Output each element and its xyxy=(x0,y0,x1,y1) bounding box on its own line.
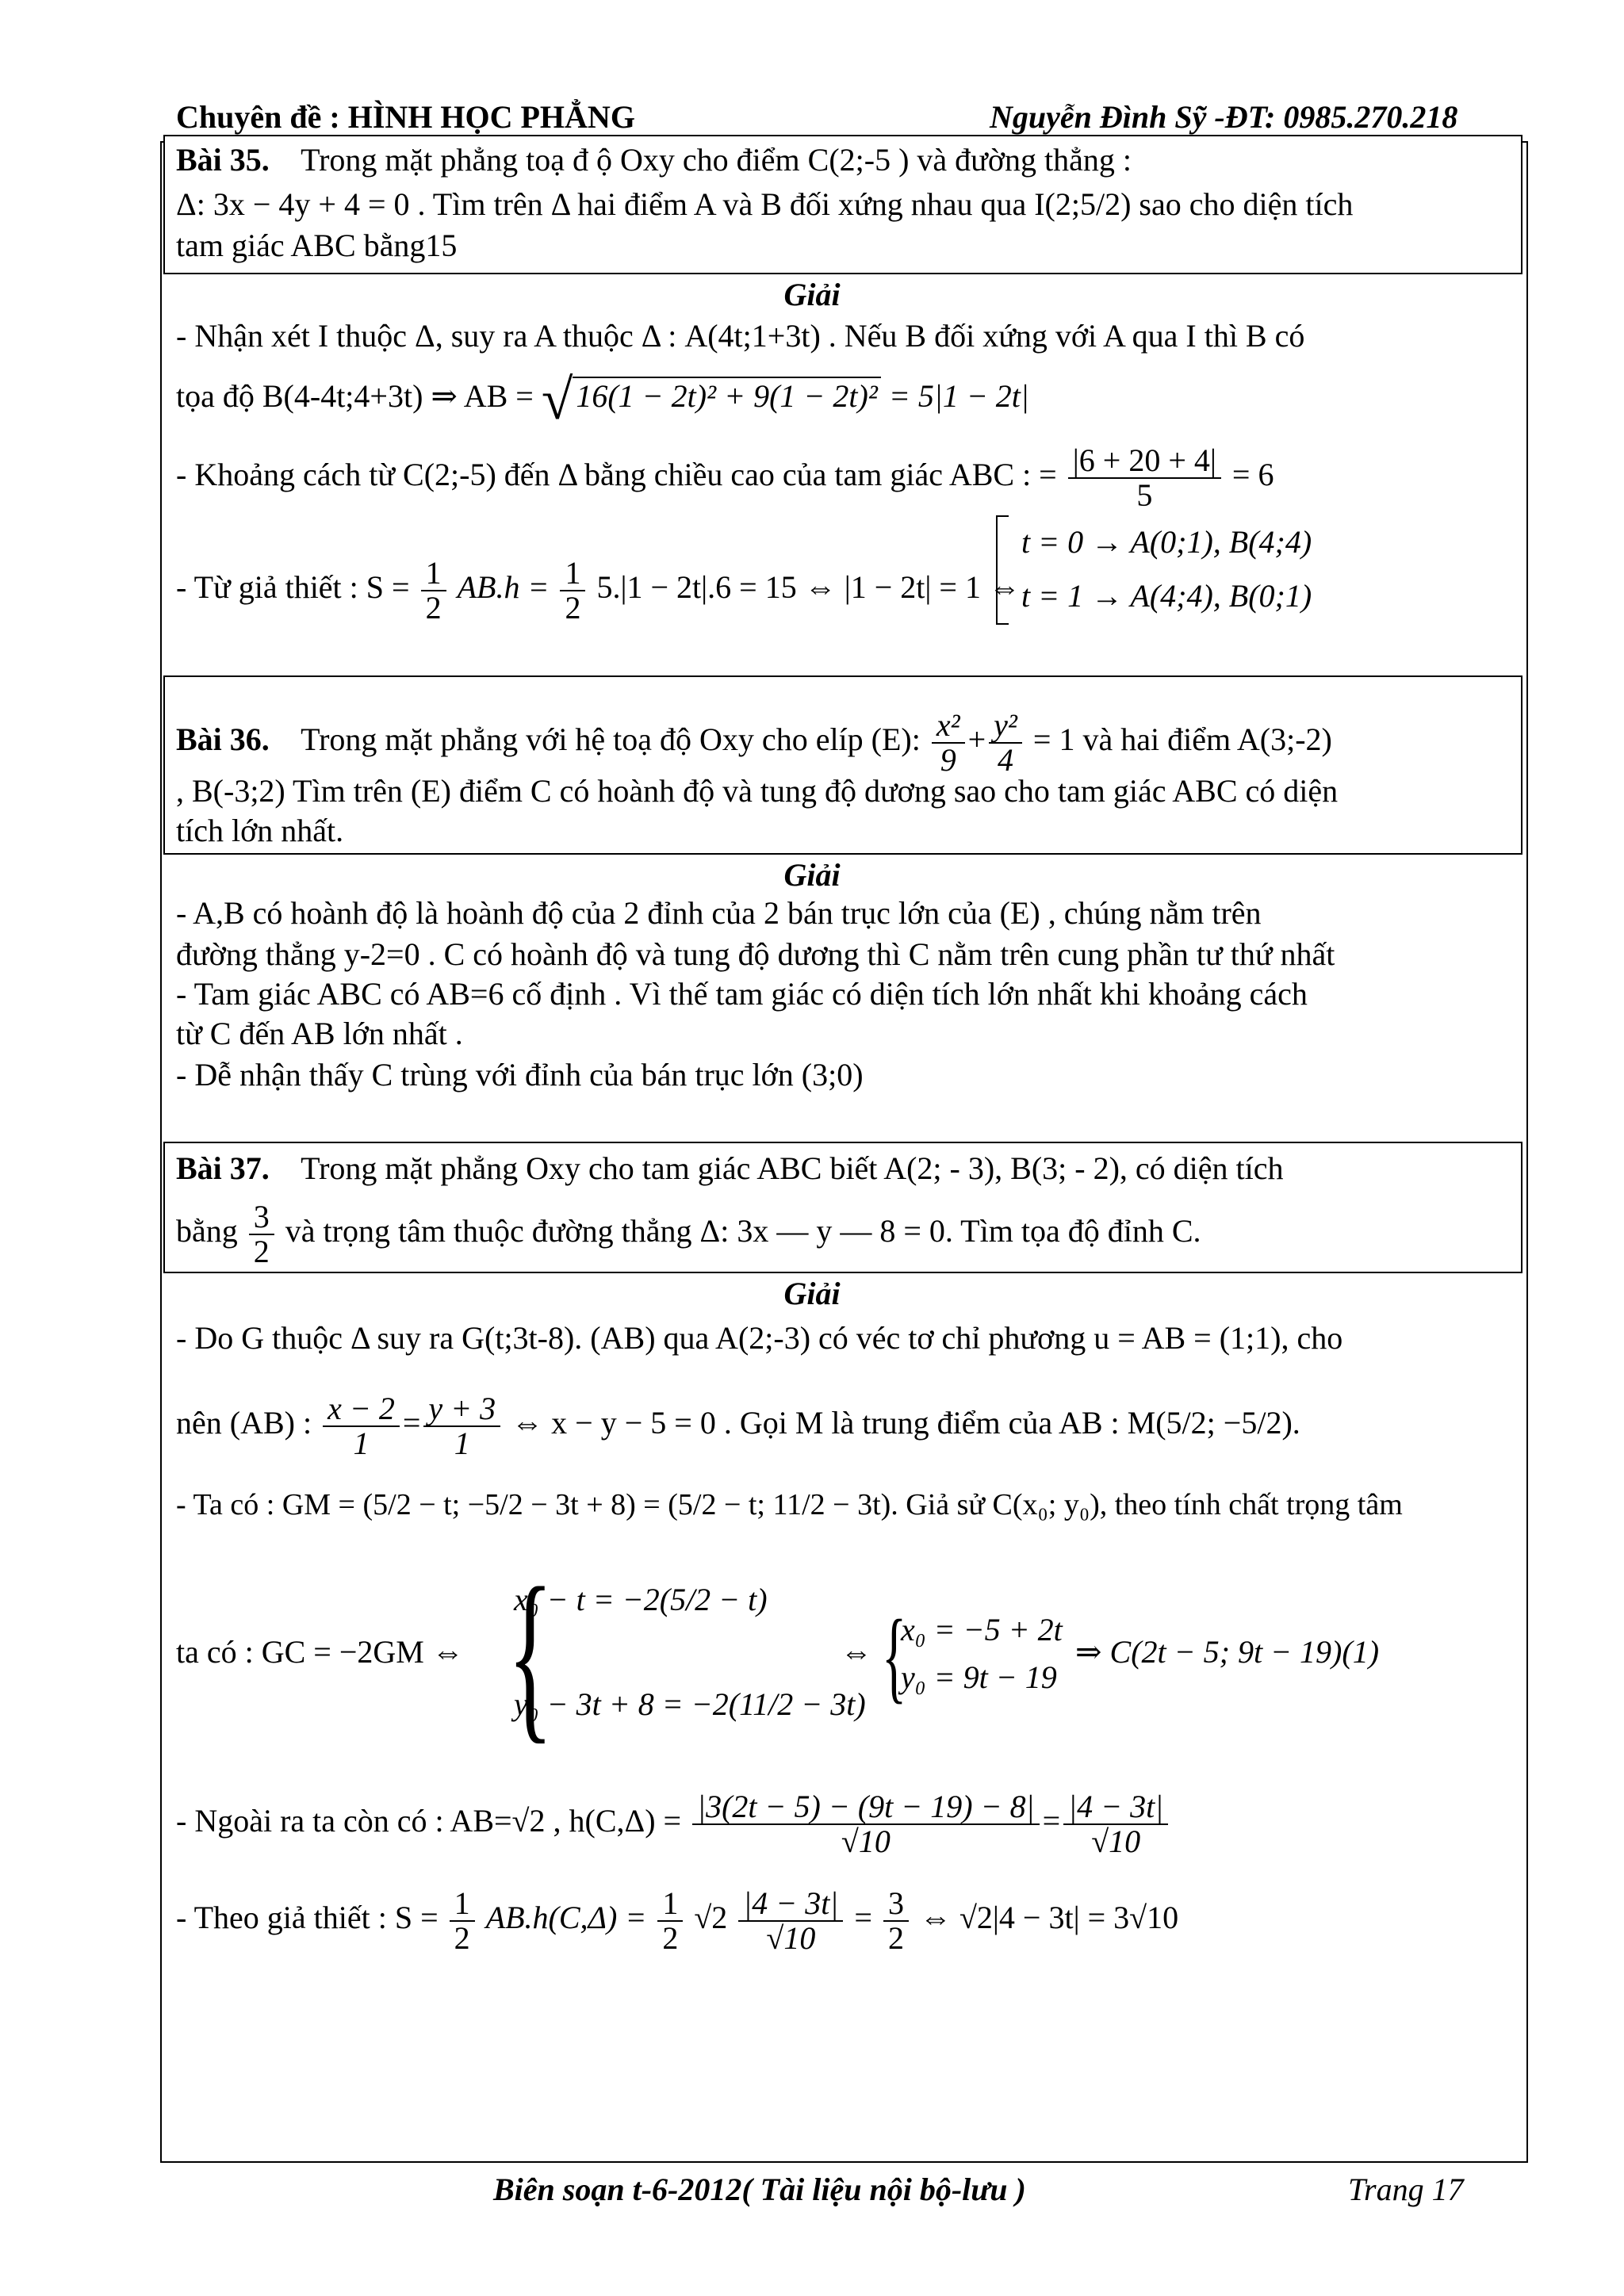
area-den: 2 xyxy=(887,1920,904,1956)
solution-37-sys1-r1: x₀ − t = −2(5/2 − t) xyxy=(514,1582,768,1617)
line-f1-num: x − 2 xyxy=(323,1392,400,1427)
solution-35-step3-c: = 6 xyxy=(1231,457,1274,493)
problem-35-line1: Trong mặt phẳng toạ đ ộ Oxy cho điểm C(2;-5 ) và đường thẳng : xyxy=(301,142,1132,178)
solution-35-step2-c: = 5|1 − 2t| xyxy=(880,378,1029,414)
area-eq-num: |4 − 3t| xyxy=(738,1887,843,1922)
problem-36-line1-b: = 1 và hai điểm A(3;-2) xyxy=(1032,721,1332,758)
half-den: 2 xyxy=(565,590,581,626)
solution-37-step6 xyxy=(176,1887,1178,1955)
solution-37-midpoint: (5/2; −5/2). xyxy=(1155,1405,1300,1441)
solution-35-step4 xyxy=(176,557,1021,625)
area-den: 2 xyxy=(253,1234,270,1269)
solution-37-step4-a: ta có : GC = −2GM ⇔ xyxy=(176,1634,464,1670)
half-num: 1 xyxy=(421,557,446,591)
ellipse-y2: y² xyxy=(989,709,1022,744)
solution-35-step3-a: - Khoảng cách từ C(2;-5) đến Δ bằng chiều cao của tam giác ABC : = xyxy=(176,457,1057,493)
solution-35-step2-a: tọa độ B(4-4t;4+3t) ⇒ AB = xyxy=(176,378,542,414)
solution-37-sys2-r2: y₀ = 9t − 19 xyxy=(901,1659,1057,1695)
problem-37-title: Bài 37. xyxy=(176,1150,270,1186)
line-f2-num: y + 3 xyxy=(423,1392,500,1427)
distance-den-2: √10 xyxy=(1091,1823,1141,1859)
problem-36-line3: tích lớn nhất. xyxy=(176,813,344,848)
half-num: 1 xyxy=(560,557,585,591)
solution-36-heading: Giải xyxy=(783,857,841,893)
problem-36-title: Bài 36. xyxy=(176,721,270,758)
system-brace-2: { xyxy=(882,1599,907,1713)
solution-37-step3: - Ta có : GM = (5/2 − t; −5/2 − 3t + 8) = (5/2 − t; 11/2 − 3t). Giả sử C(x₀; y₀), theo tính chất trọng tâm xyxy=(176,1488,1403,1521)
solution-37-heading: Giải xyxy=(783,1276,841,1311)
case-bracket xyxy=(996,515,1009,625)
solution-36-step2: đường thẳng y-2=0 . C có hoành độ và tung độ dương thì C nằm trên cung phần tư thứ nhất xyxy=(176,936,1335,972)
problem-35-line3: tam giác ABC bằng15 xyxy=(176,228,458,263)
distance-num: |3(2t − 5) − (9t − 19) − 8| xyxy=(692,1790,1039,1825)
header-topic: Chuyên đề : HÌNH HỌC PHẲNG xyxy=(176,99,635,135)
problem-37-line2-a: bằng xyxy=(176,1213,238,1249)
solution-37-step5: - Ngoài ra ta còn có : AB=√2 , h(C,Δ) = $\frac{|3(2t - 5) - (9t - 19) - 8|}{√10}$ = $\frac{|4 - 3t|}{√10}$ xyxy=(176,1790,1171,1858)
solution-37-step2-a: nên (AB) : xyxy=(176,1405,312,1441)
line-f2-den: 1 xyxy=(454,1425,470,1461)
solution-37-step2: nên (AB) : $\frac{x - 2}{1}$ = $\frac{y + 3}{1}$ ⇔ x − y − 5 = 0 . Gọi M là trung điểm của AB : M(5/2; −5/2). xyxy=(176,1391,1300,1461)
solution-36-step1: - A,B có hoành độ là hoành độ của 2 đỉnh của 2 bán trục lớn của (E) , chúng nằm trên xyxy=(176,895,1262,931)
solution-37-sys2-r1: x₀ = −5 + 2t xyxy=(901,1612,1063,1647)
area-eq-den: √10 xyxy=(766,1920,816,1956)
problem-37-box xyxy=(163,1142,1522,1273)
area-num: 3 xyxy=(883,1887,909,1922)
solution-37-step5-a: - Ngoài ra ta còn có : AB=√2 , h(C,Δ) = xyxy=(176,1803,682,1839)
header-author: Nguyễn Đình Sỹ -ĐT: 0985.270.218 xyxy=(990,99,1458,135)
solution-35-step4-a: - Từ giả thiết : S = xyxy=(176,569,410,606)
distance-num-2: |4 − 3t| xyxy=(1063,1790,1168,1825)
solution-35-step3-num: |6 + 20 + 4| xyxy=(1068,444,1221,479)
solution-35-step3 xyxy=(176,444,1274,512)
ellipse-9: 9 xyxy=(940,742,956,778)
solution-36-step5: - Dễ nhận thấy C trùng với đỉnh của bán trục lớn (3;0) xyxy=(176,1057,864,1093)
half-den: 2 xyxy=(454,1920,470,1956)
problem-36-line1-a: Trong mặt phẳng với hệ toạ độ Oxy cho elíp (E): xyxy=(301,721,921,758)
problem-35-title: Bài 35. xyxy=(176,142,270,178)
solution-37-step6-a: - Theo giả thiết : S = xyxy=(176,1900,439,1936)
half-num: 1 xyxy=(450,1887,475,1922)
solution-37-step6-f: ⇔ √2|4 − 3t| = 3√10 xyxy=(919,1900,1179,1936)
line-f1-den: 1 xyxy=(353,1425,370,1461)
solution-37-step6-b: AB.h(C,Δ) = xyxy=(485,1900,647,1936)
half-den: 2 xyxy=(425,590,442,626)
solution-35-step4-c: 5.|1 − 2t|.6 = 15 ⇔ |1 − 2t| = 1 ⇔ xyxy=(596,569,1021,606)
solution-35-case1: t = 0 → A(0;1), B(4;4) xyxy=(1021,524,1312,560)
solution-35-step2-radicand: 16(1 − 2t)² + 9(1 − 2t)² xyxy=(573,377,880,414)
solution-36-step3: - Tam giác ABC có AB=6 cố định . Vì thế tam giác có diện tích lớn nhất khi khoảng cách xyxy=(176,976,1308,1012)
solution-37-step4-c: ⇒ C(2t − 5; 9t − 19)(1) xyxy=(1075,1634,1380,1670)
area-num: 3 xyxy=(249,1200,274,1235)
solution-37-step6-c: √2 xyxy=(694,1900,728,1936)
solution-37-step6-e: = xyxy=(854,1900,872,1936)
solution-37-sys1-r2: y₀ − 3t + 8 = −2(11/2 − 3t) xyxy=(514,1686,866,1722)
solution-35-step2: tọa độ B(4-4t;4+3t) ⇒ AB = √ 16(1 − 2t)² + 9(1 − 2t)² = 5|1 − 2t| xyxy=(176,367,1029,431)
problem-35-box xyxy=(163,135,1522,274)
solution-35-case2: t = 1 → A(4;4), B(0;1) xyxy=(1021,578,1312,614)
problem-36-line2: , B(-3;2) Tìm trên (E) điểm C có hoành độ và tung độ dương sao cho tam giác ABC có diện xyxy=(176,773,1339,809)
solution-35-heading: Giải xyxy=(783,277,841,312)
problem-37-line2-b: và trọng tâm thuộc đường thẳng Δ: 3x — y — 8 = 0. Tìm tọa độ đỉnh C. xyxy=(285,1213,1201,1249)
problem-37-line1: Trong mặt phẳng Oxy cho tam giác ABC biết A(2; - 3), B(3; - 2), có diện tích xyxy=(301,1150,1284,1186)
footer-page-number: Trang 17 xyxy=(1348,2172,1464,2207)
system-brace-1: { xyxy=(508,1548,553,1759)
footer-compiled: Biên soạn t-6-2012( Tài liệu nội bộ-lưu ) xyxy=(493,2172,1026,2207)
solution-37-step4-b: ⇔ xyxy=(841,1634,872,1670)
distance-den: √10 xyxy=(841,1823,891,1859)
problem-35-line2: Δ: 3x − 4y + 4 = 0 . Tìm trên Δ hai điểm A và B đối xứng nhau qua I(2;5/2) sao cho diện tích xyxy=(176,186,1354,222)
solution-35-step4-b: AB.h = xyxy=(457,569,550,606)
solution-37-step2-b: ⇔ x − y − 5 = 0 . Gọi M là trung điểm của AB : M xyxy=(511,1405,1156,1441)
problem-36-box: Bài 36. Trong mặt phẳng với hệ toạ độ Oxy cho elíp (E): $\frac{\text{x²}}{9}$ + $\frac{\text{y²}}{4}$ = 1 và hai điểm A(3;-2) , B(-3;2) Tìm trên (E) điểm C có hoành độ và tung độ dương sao cho tam giác ABC có diện tích lớn nhất. xyxy=(163,675,1522,855)
solution-36-step4: từ C đến AB lớn nhất . xyxy=(176,1016,463,1051)
solution-35-step1: - Nhận xét I thuộc Δ, suy ra A thuộc Δ : A(4t;1+3t) . Nếu B đối xứng với A qua I thì B có xyxy=(176,318,1305,354)
half-den: 2 xyxy=(662,1920,679,1956)
solution-35-step3-den: 5 xyxy=(1136,477,1153,513)
half-num: 1 xyxy=(657,1887,683,1922)
solution-37-step1: - Do G thuộc Δ suy ra G(t;3t-8). (AB) qua A(2;-3) có véc tơ chỉ phương u = AB = (1;1), cho xyxy=(176,1320,1343,1356)
ellipse-4: 4 xyxy=(998,742,1014,778)
ellipse-x2: x² xyxy=(932,709,965,744)
